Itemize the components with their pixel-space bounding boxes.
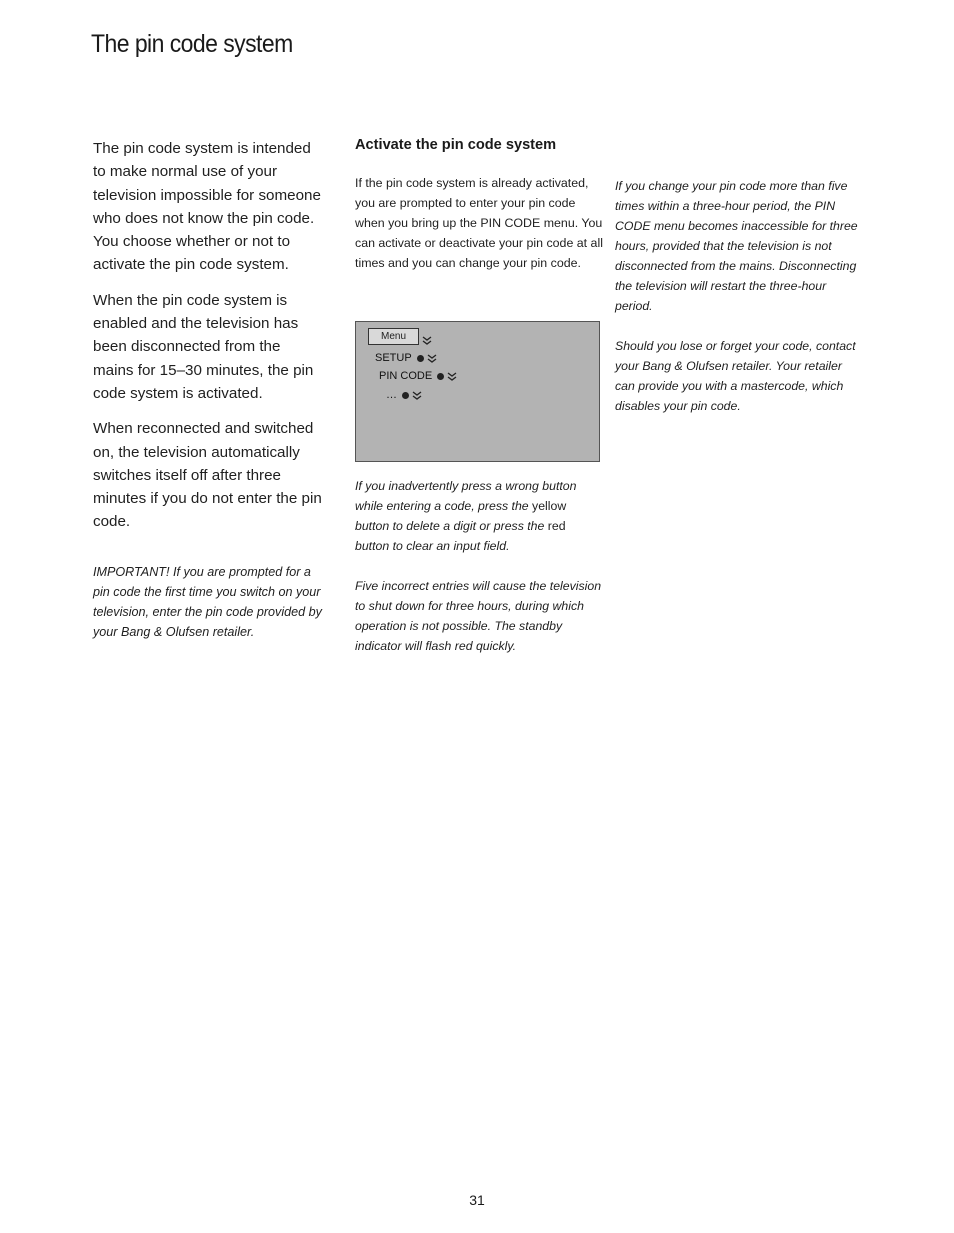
activate-section (355, 137, 605, 273)
red-button-word: red (547, 519, 566, 533)
menu-row-pincode (379, 370, 458, 382)
intro-paragraph: The pin code system is intended to make normal use of your television impossible for someone who does not know the pin code. You choose whether or not to activate the pin code system. (93, 140, 321, 274)
bullet-icon (402, 392, 409, 399)
wrong-button-note: If you inadvertently press a wrong button while entering a code, press the yellow button to delete a digit or press the red button to clear an input field. (355, 479, 577, 553)
lost-code-note: Should you lose or forget your code, contact your Bang & Olufsen retailer. Your retailer can provide you with a mastercode, which disables your pin code. (615, 339, 856, 413)
intro-paragraph: When the pin code system is enabled and the television has been disconnected from the mains for 15–30 minutes, the pin code system is activated. (93, 291, 314, 402)
chevron-down-icon (421, 334, 433, 346)
bullet-icon (417, 355, 424, 362)
section-body: If the pin code system is already activated, you are prompted to enter your pin code when you bring up the PIN CODE menu. You can activate or deactivate your pin code at all times and you can change your pin code. (355, 176, 603, 270)
menu-row-setup (375, 352, 438, 364)
page-number: 31 (469, 1192, 485, 1208)
pincode-label: PIN CODE (379, 370, 433, 382)
yellow-button-word: yellow (532, 499, 567, 513)
intro-paragraph: When reconnected and switched on, the television automatically switches itself off after three minutes if you do not enter the pin code. (93, 420, 322, 531)
chevron-down-icon (411, 389, 423, 401)
bullet-icon (437, 373, 444, 380)
section-heading: Activate the pin code system (355, 137, 557, 153)
menu-row-more (386, 389, 423, 401)
chevron-down-icon (426, 352, 438, 364)
menu-label: Menu (368, 328, 419, 345)
menu-diagram (355, 321, 600, 462)
right-notes (615, 176, 863, 436)
incorrect-entries-note: Five incorrect entries will cause the television to shut down for three hours, during which operation is not possible. The standby indicator will flash red quickly. (355, 579, 602, 653)
important-note: IMPORTANT! If you are prompted for a pin code the first time you switch on your television, enter the pin code provided by your Bang & Olufsen retailer. (93, 564, 322, 639)
ellipsis-label: … (386, 389, 397, 401)
setup-label: SETUP (375, 352, 412, 364)
middle-notes (355, 476, 603, 676)
page-title: The pin code system (91, 30, 293, 58)
chevron-down-icon (446, 370, 458, 382)
intro-column (93, 137, 325, 642)
change-code-note: If you change your pin code more than five times within a three-hour period, the PIN CODE menu becomes inaccessible for three hours, provided that the television is not disconnected from the mains. Disconnecting the television will restart the three-hour period. (615, 179, 858, 313)
